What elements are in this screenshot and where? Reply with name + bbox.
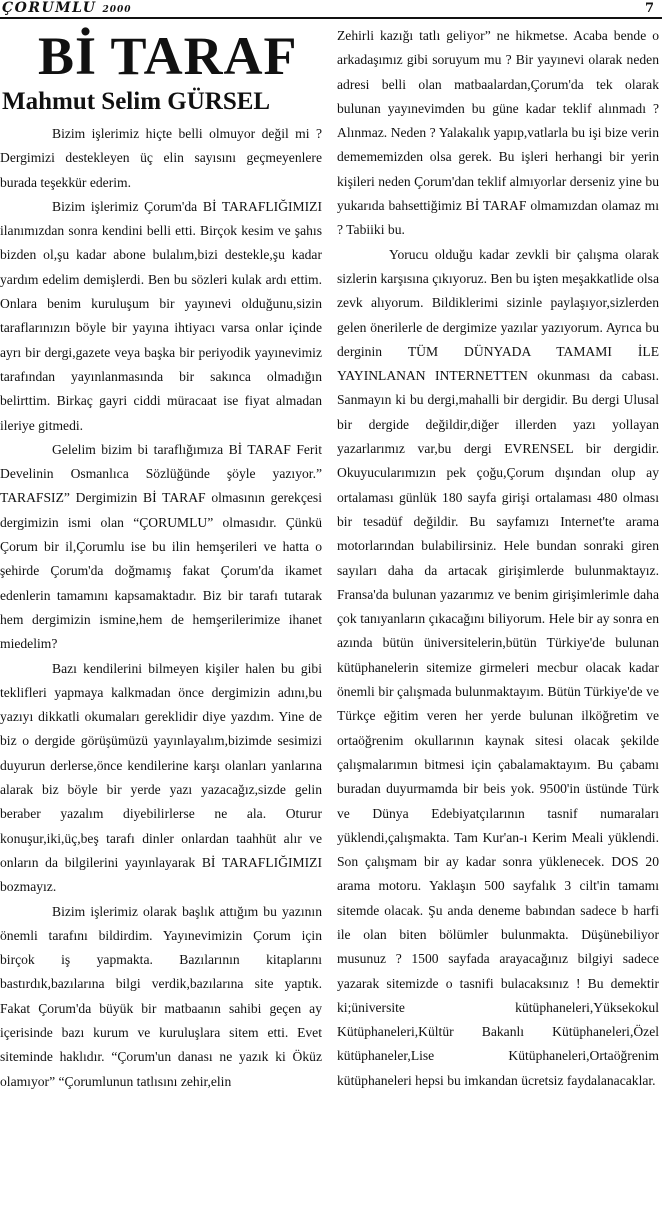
paragraph: Bizim işlerimiz olarak başlık attığım bu yazının önemli tarafını bildirdim. Yayınevimizin Çorum için birçok iş yapmakta. Bazılarının kitaplarını bastırdık,bazılarına bilgi verdik,bazılarına site yaptık. Fakat Çorum'da büyük bir matbaanın sahibi geçen ay içerisinde bazı kurum ve kuruluşlara sitem etti. Evet siteminde haklıdır. “Çorum'un danası ne yazık ki Öküz olamıyor” “Çorumlunun tatlısını zehir,elin [0, 903, 322, 1089]
left-column [0, 122, 322, 1094]
header-rule [0, 17, 662, 19]
paragraph: Yorucu olduğu kadar zevkli bir çalışma olarak sizlerin karşısına çıkıyoruz. Ben bu işten meşakkatlide olsa zevk alıyorum. Bildiklerimi sizinle paylaşıyor,sizlerden gelen önerilerle de dergimize yazılar yazıyorum. Ayrıca bu derginin TÜM DÜNYADA TAMAMI İLE YAYINLANAN INTERNETTEN okunması da cabası. Sanmayın ki bu dergi,mahalli bir dergidir. Bu dergi Ulusal bir dergide değildir,diğer illerden yazı yollayan yazarlarımız var,bu dergi EVRENSEL bir dergidir. Okuyucularımızın pek çoğu,Çorum dışından olup ay ortalaması günlük 180 sayfa girişi ortalaması 480 olması bir tesadüf değildir. Bu sayfamızı Internet'te arama motorlarından bulabilirsiniz. Hele bundan sonraki giren sayıları daha da artacak girişimlerde bulunmaktayız. Fransa'da bulunan yazarımız ve benim girişimlerimle daha çok tanıyanların çıkacağını biliyorum. Hele bir ay sonra en azında bütün üniversitelerin,bütün Türkiye'de bulunan kütüphanelerin sitemize girmeleri mecbur olacak kadar önemli bir çalışmada bulunmaktayım. Bütün Türkiye'de ve Türkçe eğitim veren her yerde bulunan ilköğretim ve ortaöğrenim okullarının kaynak sitesi olacak şekilde çalışmalarımın bitmesi için çabalamaktayım. Bu çabamı buradan duyurmamda bir beis yok. 9500'in üstünde Türk ve Dünya Edebiyatçılarının tasnif numaraları yüklendi,çalışmakta. Tam Kur'an-ı Kerim Meali yüklendi. Son çalışmam bir ay kadar sonra yüklenecek. DOS 20 arama motoru. Yaklaşın 500 sayfalık 3 cilt'in tamamı sitemde olacak. Şu anda deneme babından sadece b harfi ile olan biten bölümler bulunmakta. Düşünebiliyor musunuz ? 1500 sayfada arayacağınız bilgiyi sadece yazarak sitemizde o tasnifi bulacaksınız ! Bu demektir ki;üniversite kütüphaneleri,Yüksekokul Kütüphaneleri,Kültür Bakanlı Kütüphaneleri,Özel kütüphaneler,Lise Kütüphaneleri,Ortaöğrenim kütüphaneleri hepsi bu imkandan ücretsiz faydalanacaklar. [337, 246, 659, 1088]
paragraph: Gelelim bizim bi taraflığımıza Bİ TARAF Ferit Develinin Osmanlıca Sözlüğünde şöyle yazıyor.” TARAFSIZ” Dergimizin Bİ TARAF olmasının gerekçesi dergimizin ismi olan “ÇORUMLU” olmasıdır. Çünkü Çorum bir il,Çorumlu ise bu ilin hemşerileri ve hatta o şehirde Çorum'da doğmamış fakat Çorum'da ikamet edenlerin tamamını kapsamaktadır. Biz bir tarafı tutarak hem dergimizin ismine,hem de hemşerilerimize ihanet miedelim? [0, 441, 322, 652]
masthead-year: 2000 [102, 5, 132, 15]
paragraph-continuation: Zehirli kazığı tatlı geliyor” ne hikmetse. Acaba bende o arkadaşımız gibi soruyum mu ? Bir yayınevi olarak neden adresi belli olan matbaalardan,Çorum'da tek olarak bulunan yayınevimden bu güne kadar teklif alınmadı ? Alınmaz. Neden ? Yalakalık yapıp,vatlarla bu işi bize verin demememizden olsa gerek. Bu işleri herhangi bir yerin kişileri neden Çorum'dan teklif almıyorlar derseniz yine bu yukarıda bahsettiğimiz Bİ TARAF olmamızdan olamaz mı ? Tabiiki bu. [337, 28, 659, 238]
masthead-title: ÇORUMLU [2, 0, 97, 16]
paragraph: Bazı kendilerini bilmeyen kişiler halen bu gibi teklifleri yapmaya kalkmadan önce dergimizin adını,bu yazıyı dikkatli okumaları gereklidir diye yazdım. Yine de biz o dergide görüşümüzü yayınlayalım,bizimde sesimizi duyurun derlerse,önce kendilerine karşı olanları yanlarına alarak biz böyle bir yerde yazı yazacağız,sizde gelin beraber yazalım diyebilirlerse ne ala. Oturur konuşur,iki,üç,beş tarafı dinler onlardan taahhüt alır ve onların da bilgilerini yayınlayarak Bİ TARAFLIĞIMIZI bozmayız. [0, 660, 322, 895]
masthead-brand [2, 0, 132, 16]
paragraph: Bizim işlerimiz hiçte belli olmuyor değil mi ? Dergimizi destekleyen üç elin sayısını geçmeyenlere burada teşekkür ederim. [0, 126, 322, 190]
right-column [337, 24, 659, 1093]
page-number: 7 [644, 1, 654, 16]
page-header [0, 0, 662, 22]
paragraph: Bizim işlerimiz Çorum'da Bİ TARAFLIĞIMIZI ilanımızdan sonra kendini belli etti. Birçok kesim ve şahıs bizden ol,şu kadar abone bulalım,bizi destekle,şu kadar yardım edelim demişlerdi. Ben bu sözleri kulak ardı ettim. Onlara benim kuruluşum bir yayınevi olduğunu,sizin taraflarınızın böyle bir yayına ihtiyacı varsa onlar içinde ayrı bir dergi,gazete veya başka bir periyodik yayınevimiz tarafından yayınlanmasında bir sakınca olmadığın belirttim. Birkaç gayri ciddi müracaat ise fiyat almadan ileriye gitmedi. [0, 198, 322, 433]
article-title: Bİ TARAF [38, 26, 298, 86]
article-author: Mahmut Selim GÜRSEL [2, 88, 271, 115]
